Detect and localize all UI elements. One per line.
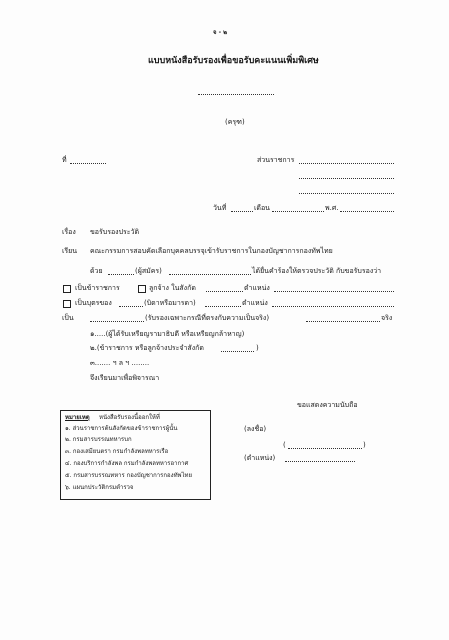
position-label-1: ตำแหน่ง <box>244 284 270 292</box>
subject-text: ขอรับรองประวัติ <box>90 228 140 236</box>
doc-number-label: ที่ <box>62 156 67 164</box>
list-item-2: ๒.(ข้าราชการ หรือลูกจ้างประจำสังกัด <box>90 344 204 352</box>
parent-label: (บิดาหรือมารดา) <box>144 299 196 307</box>
affiliation-line <box>206 291 243 292</box>
body-line4-middle: (รับรองเฉพาะกรณีที่ตรงกับความเป็นจริง) <box>145 314 270 322</box>
office-line-2 <box>299 178 394 179</box>
checkbox-civil-servant[interactable] <box>63 285 71 293</box>
garuda-label: (ครุฑ) <box>225 118 245 126</box>
month-line <box>272 211 324 212</box>
signer-position-line <box>285 461 355 462</box>
year-line <box>340 211 394 212</box>
applicant-name-line <box>108 274 134 275</box>
position-label-signer: (ตำแหน่ง) <box>244 454 276 462</box>
date-label: วันที่ <box>213 204 227 212</box>
option-civil-servant-label: เป็นข้าราชการ <box>75 284 120 292</box>
parent-line <box>205 306 241 307</box>
checkbox-child-of[interactable] <box>63 300 71 308</box>
paren-close: ) <box>363 441 366 449</box>
option-child-of-label: เป็นบุตรของ <box>75 299 112 307</box>
body-line4-suffix: จริง <box>381 314 393 322</box>
body-line1-prefix: ด้วย <box>90 267 103 275</box>
checkbox-employee[interactable] <box>138 285 146 293</box>
date-line <box>231 211 253 212</box>
body-line1-suffix: ได้ยื่นคำร้องให้ตรวจประวัติ กับขอรับรองว่า <box>252 267 382 275</box>
list-item-1: ๑.....(ผู้ได้รับเหรียญรามาธิบดี หรือเหรียญกล้าหาญ) <box>90 330 245 338</box>
office-line-3 <box>299 193 394 194</box>
note-item-5: ๕. กรมสารบรรณทหาร กองบัญชาการกองทัพไทย <box>65 472 192 479</box>
position-line-2 <box>272 306 394 307</box>
item2-line <box>221 351 254 352</box>
child-of-line <box>119 306 143 307</box>
note-item-1: ๑. ส่วนราชการต้นสังกัดของข้าราชการผู้นั้น <box>65 425 178 432</box>
status-detail-line <box>306 321 380 322</box>
closing-request: จึงเรียนมาเพื่อพิจารณา <box>90 374 160 382</box>
item2-close: ) <box>256 344 259 352</box>
subject-label: เรื่อง <box>62 228 76 236</box>
applicant-detail-line <box>169 274 251 275</box>
note-item-4: ๔. กองบริการกำลังพล กรมกำลังพลทหารอากาศ <box>65 460 189 467</box>
closing-phrase: ขอแสดงความนับถือ <box>297 401 358 409</box>
status-line <box>90 321 144 322</box>
note-intro: หนังสือรับรองนี้ออกให้ที่ <box>99 414 160 421</box>
office-label: ส่วนราชการ <box>257 156 295 164</box>
signer-name-line <box>288 448 362 449</box>
body-line4-prefix: เป็น <box>62 314 74 322</box>
note-item-2: ๒. กรมสารบรรณทหารบก <box>65 436 132 443</box>
office-line-1 <box>299 163 394 164</box>
doc-number-line <box>70 163 106 164</box>
list-item-3: ๓....... ฯ ล ฯ ........ <box>90 359 150 367</box>
page-number: จ - ๒ <box>213 29 228 36</box>
month-label: เดือน <box>254 204 270 212</box>
salutation-text: คณะกรรมการสอบคัดเลือกบุคคลบรรจุเข้ารับราชการในกองบัญชาการกองทัพไทย <box>90 247 333 255</box>
note-item-6: ๖. แผนกประวัติกรมตำรวจ <box>65 484 134 491</box>
paren-open: ( <box>283 441 286 449</box>
year-label: พ.ศ. <box>325 204 339 212</box>
position-label-2: ตำแหน่ง <box>242 299 268 307</box>
note-title: หมายเหตุ <box>65 414 90 421</box>
garuda-line <box>198 94 274 95</box>
position-line-1 <box>274 291 394 292</box>
note-item-3: ๓. กองเสมียนตรา กรมกำลังพลทหารเรือ <box>65 448 169 455</box>
option-employee-label: ลูกจ้าง ในสังกัด <box>149 284 196 292</box>
document-title: แบบหนังสือรับรองเพื่อขอรับคะแนนเพิ่มพิเศษ <box>148 56 319 66</box>
sign-label: (ลงชื่อ) <box>244 425 267 433</box>
applicant-label: (ผู้สมัคร) <box>135 267 162 275</box>
salutation-label: เรียน <box>62 247 78 255</box>
